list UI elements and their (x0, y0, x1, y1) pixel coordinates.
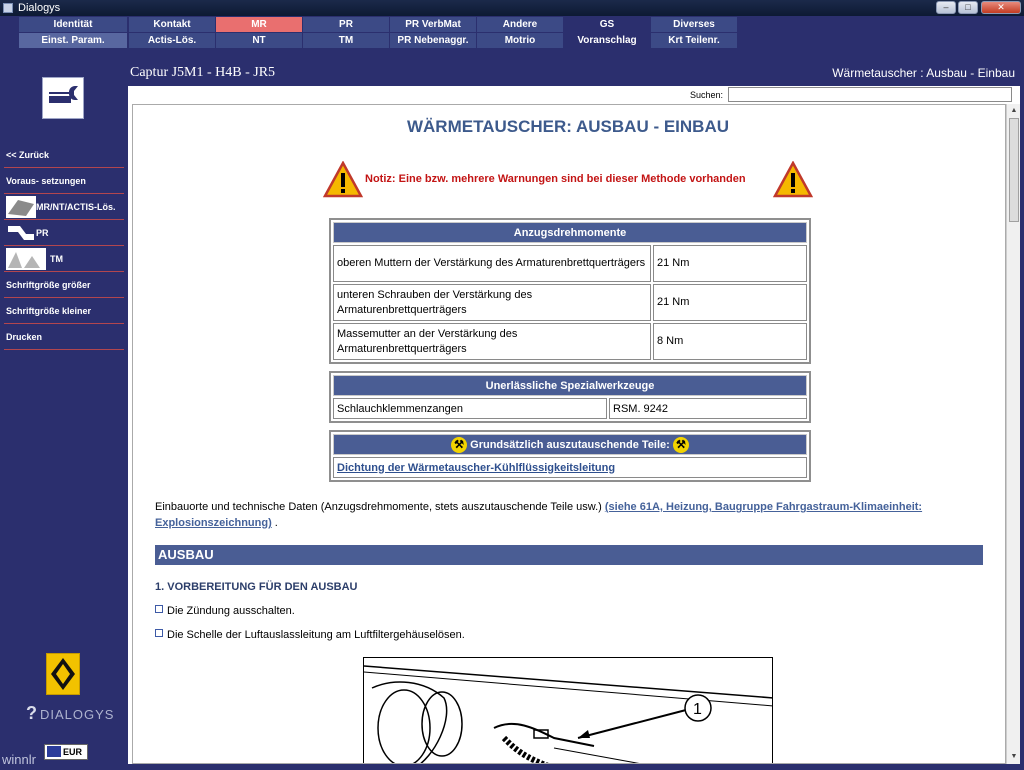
sidebar-item-prerequisites[interactable] (4, 168, 124, 194)
table-row (333, 457, 807, 478)
tab-nt[interactable]: NT (216, 33, 302, 48)
currency-badge[interactable] (44, 744, 88, 760)
step-text: Die Schelle der Luftauslassleitung am Luftfiltergehäuselösen. (167, 629, 465, 641)
intro-paragraph (155, 499, 995, 531)
table-row (333, 398, 807, 419)
tab-voranschlag[interactable]: Voranschlag (564, 33, 650, 48)
tab-einst-param[interactable]: Einst. Param. (19, 33, 127, 48)
vertical-scrollbar[interactable] (1006, 104, 1020, 764)
tab-kontakt[interactable]: Kontakt (129, 17, 215, 32)
watermark: winnlr (2, 752, 36, 767)
tab-krt-teilenr[interactable]: Krt Teilenr. (651, 33, 737, 48)
tab-pr-verbmat[interactable]: PR VerbMat (390, 17, 476, 32)
tab-mr[interactable]: MR (216, 17, 302, 32)
torque-label: Massemutter an der Verstärkung des Armaturenbrettquerträgers (333, 323, 651, 360)
eu-flag-icon (47, 746, 61, 757)
torque-label: unteren Schrauben der Verstärkung des Armaturenbrettquerträgers (333, 284, 651, 321)
tm-thumbnail-icon (6, 248, 46, 270)
intro-text: Einbauorte und technische Daten (Anzugsdrehmomente, stets auszutauschende Teile usw.) (155, 501, 605, 513)
torque-label: oberen Muttern der Verstärkung des Armaturenbrettquerträgers (333, 245, 651, 282)
dialogys-logo-text: DIALOGYS (40, 707, 115, 722)
tab-identitaet[interactable]: Identität (19, 17, 127, 32)
wrench-icon[interactable] (42, 77, 84, 119)
special-tools-table (329, 371, 811, 423)
tab-diverses[interactable]: Diverses (651, 17, 737, 32)
sidebar-item-label: Drucken (6, 332, 43, 342)
technical-drawing (363, 657, 773, 764)
tools-table-header: Unerlässliche Spezialwerkzeuge (333, 375, 807, 396)
sidebar-item-mr-nt-actis[interactable] (4, 194, 124, 220)
torque-table (329, 218, 811, 364)
window-titlebar (0, 0, 1024, 16)
sidebar-item-label: PR (36, 228, 49, 238)
section-header-ausbau: AUSBAU (155, 545, 983, 565)
parts-link[interactable]: Dichtung der Wärmetauscher-Kühlflüssigkeitsleitung (337, 461, 616, 474)
maximize-button[interactable]: □ (958, 1, 978, 14)
sidebar (0, 50, 128, 770)
dialogys-logo (26, 703, 114, 724)
tool-code: RSM. 9242 (609, 398, 807, 419)
list-item (155, 629, 465, 641)
search-input[interactable] (728, 87, 1012, 102)
minimize-button[interactable]: – (936, 1, 956, 14)
intro-end: . (271, 517, 278, 529)
bullet-icon (155, 629, 163, 637)
sidebar-item-pr[interactable] (4, 220, 124, 246)
vehicle-title: Captur J5M1 - H4B - JR5 (130, 65, 276, 80)
window-title: Dialogys (18, 2, 61, 14)
tab-tm[interactable]: TM (303, 33, 389, 48)
torque-value: 21 Nm (653, 245, 807, 282)
tab-andere[interactable]: Andere (477, 17, 563, 32)
callout-label: 1 (693, 701, 702, 718)
warning-icon (773, 161, 813, 199)
sidebar-item-label: Schriftgröße größer (6, 280, 91, 290)
sidebar-item-label: Schriftgröße kleiner (6, 306, 92, 316)
document-title: WÄRMETAUSCHER: AUSBAU - EINBAU (406, 117, 730, 136)
tab-motrio[interactable]: Motrio (477, 33, 563, 48)
tool-name: Schlauchklemmenzangen (333, 398, 607, 419)
step-heading: 1. VORBEREITUNG FÜR DEN AUSBAU (155, 581, 358, 593)
table-row (333, 323, 807, 360)
tools-icon: ⚒ (673, 437, 689, 453)
renault-logo-icon (46, 653, 80, 695)
warning-notice (323, 161, 813, 201)
warning-text: Notiz: Eine bzw. mehrere Warnungen sind bei dieser Methode vorhanden (365, 173, 746, 185)
tools-icon: ⚒ (451, 437, 467, 453)
document-frame (132, 104, 1006, 764)
step-text: Die Zündung ausschalten. (167, 605, 295, 617)
table-row (333, 284, 807, 321)
sidebar-item-font-smaller[interactable] (4, 298, 124, 324)
sidebar-item-label: TM (50, 254, 63, 264)
pr-pipe-icon (6, 222, 36, 244)
scrollbar-thumb[interactable] (1009, 118, 1019, 222)
parts-table-header (333, 434, 807, 455)
sidebar-item-back[interactable] (4, 142, 124, 168)
warning-icon (323, 161, 363, 199)
close-button[interactable]: ✕ (981, 1, 1021, 14)
app-icon (3, 3, 13, 13)
breadcrumb: Wärmetauscher : Ausbau - Einbau (832, 66, 1015, 80)
exploded-view-link[interactable]: (siehe 61A, Heizung, Baugruppe Fahrgastraum-Klimaeinheit: Explosionszeichnung) (155, 501, 923, 529)
tab-pr[interactable]: PR (303, 17, 389, 32)
tab-actis-loes[interactable]: Actis-Lös. (129, 33, 215, 48)
sidebar-item-label: Voraus- setzungen (6, 176, 86, 186)
replacement-parts-table (329, 430, 811, 482)
mr-thumbnail-icon (6, 196, 36, 218)
bullet-icon (155, 605, 163, 613)
scroll-up-icon[interactable]: ▲ (1010, 107, 1018, 114)
scroll-down-icon[interactable]: ▼ (1010, 753, 1018, 760)
content-panel (128, 86, 1020, 764)
currency-label: EUR (63, 747, 83, 757)
technical-drawing-svg (364, 658, 773, 764)
list-item (155, 605, 295, 617)
sidebar-item-font-larger[interactable] (4, 272, 124, 298)
sidebar-item-print[interactable] (4, 324, 124, 350)
sidebar-item-label: MR/NT/ACTIS-Lös. (36, 202, 116, 212)
dialogys-q-icon: ? (26, 703, 38, 723)
torque-value: 8 Nm (653, 323, 807, 360)
sidebar-item-label: << Zurück (6, 150, 50, 160)
tab-gs[interactable]: GS (564, 17, 650, 32)
parts-header-text: Grundsätzlich auszutauschende Teile: (470, 438, 670, 451)
tab-pr-nebenaggr[interactable]: PR Nebenaggr. (390, 33, 476, 48)
search-label: Suchen: (690, 90, 724, 100)
torque-value: 21 Nm (653, 284, 807, 321)
torque-table-header: Anzugsdrehmomente (333, 222, 807, 243)
table-row (333, 245, 807, 282)
sidebar-item-tm[interactable] (4, 246, 124, 272)
